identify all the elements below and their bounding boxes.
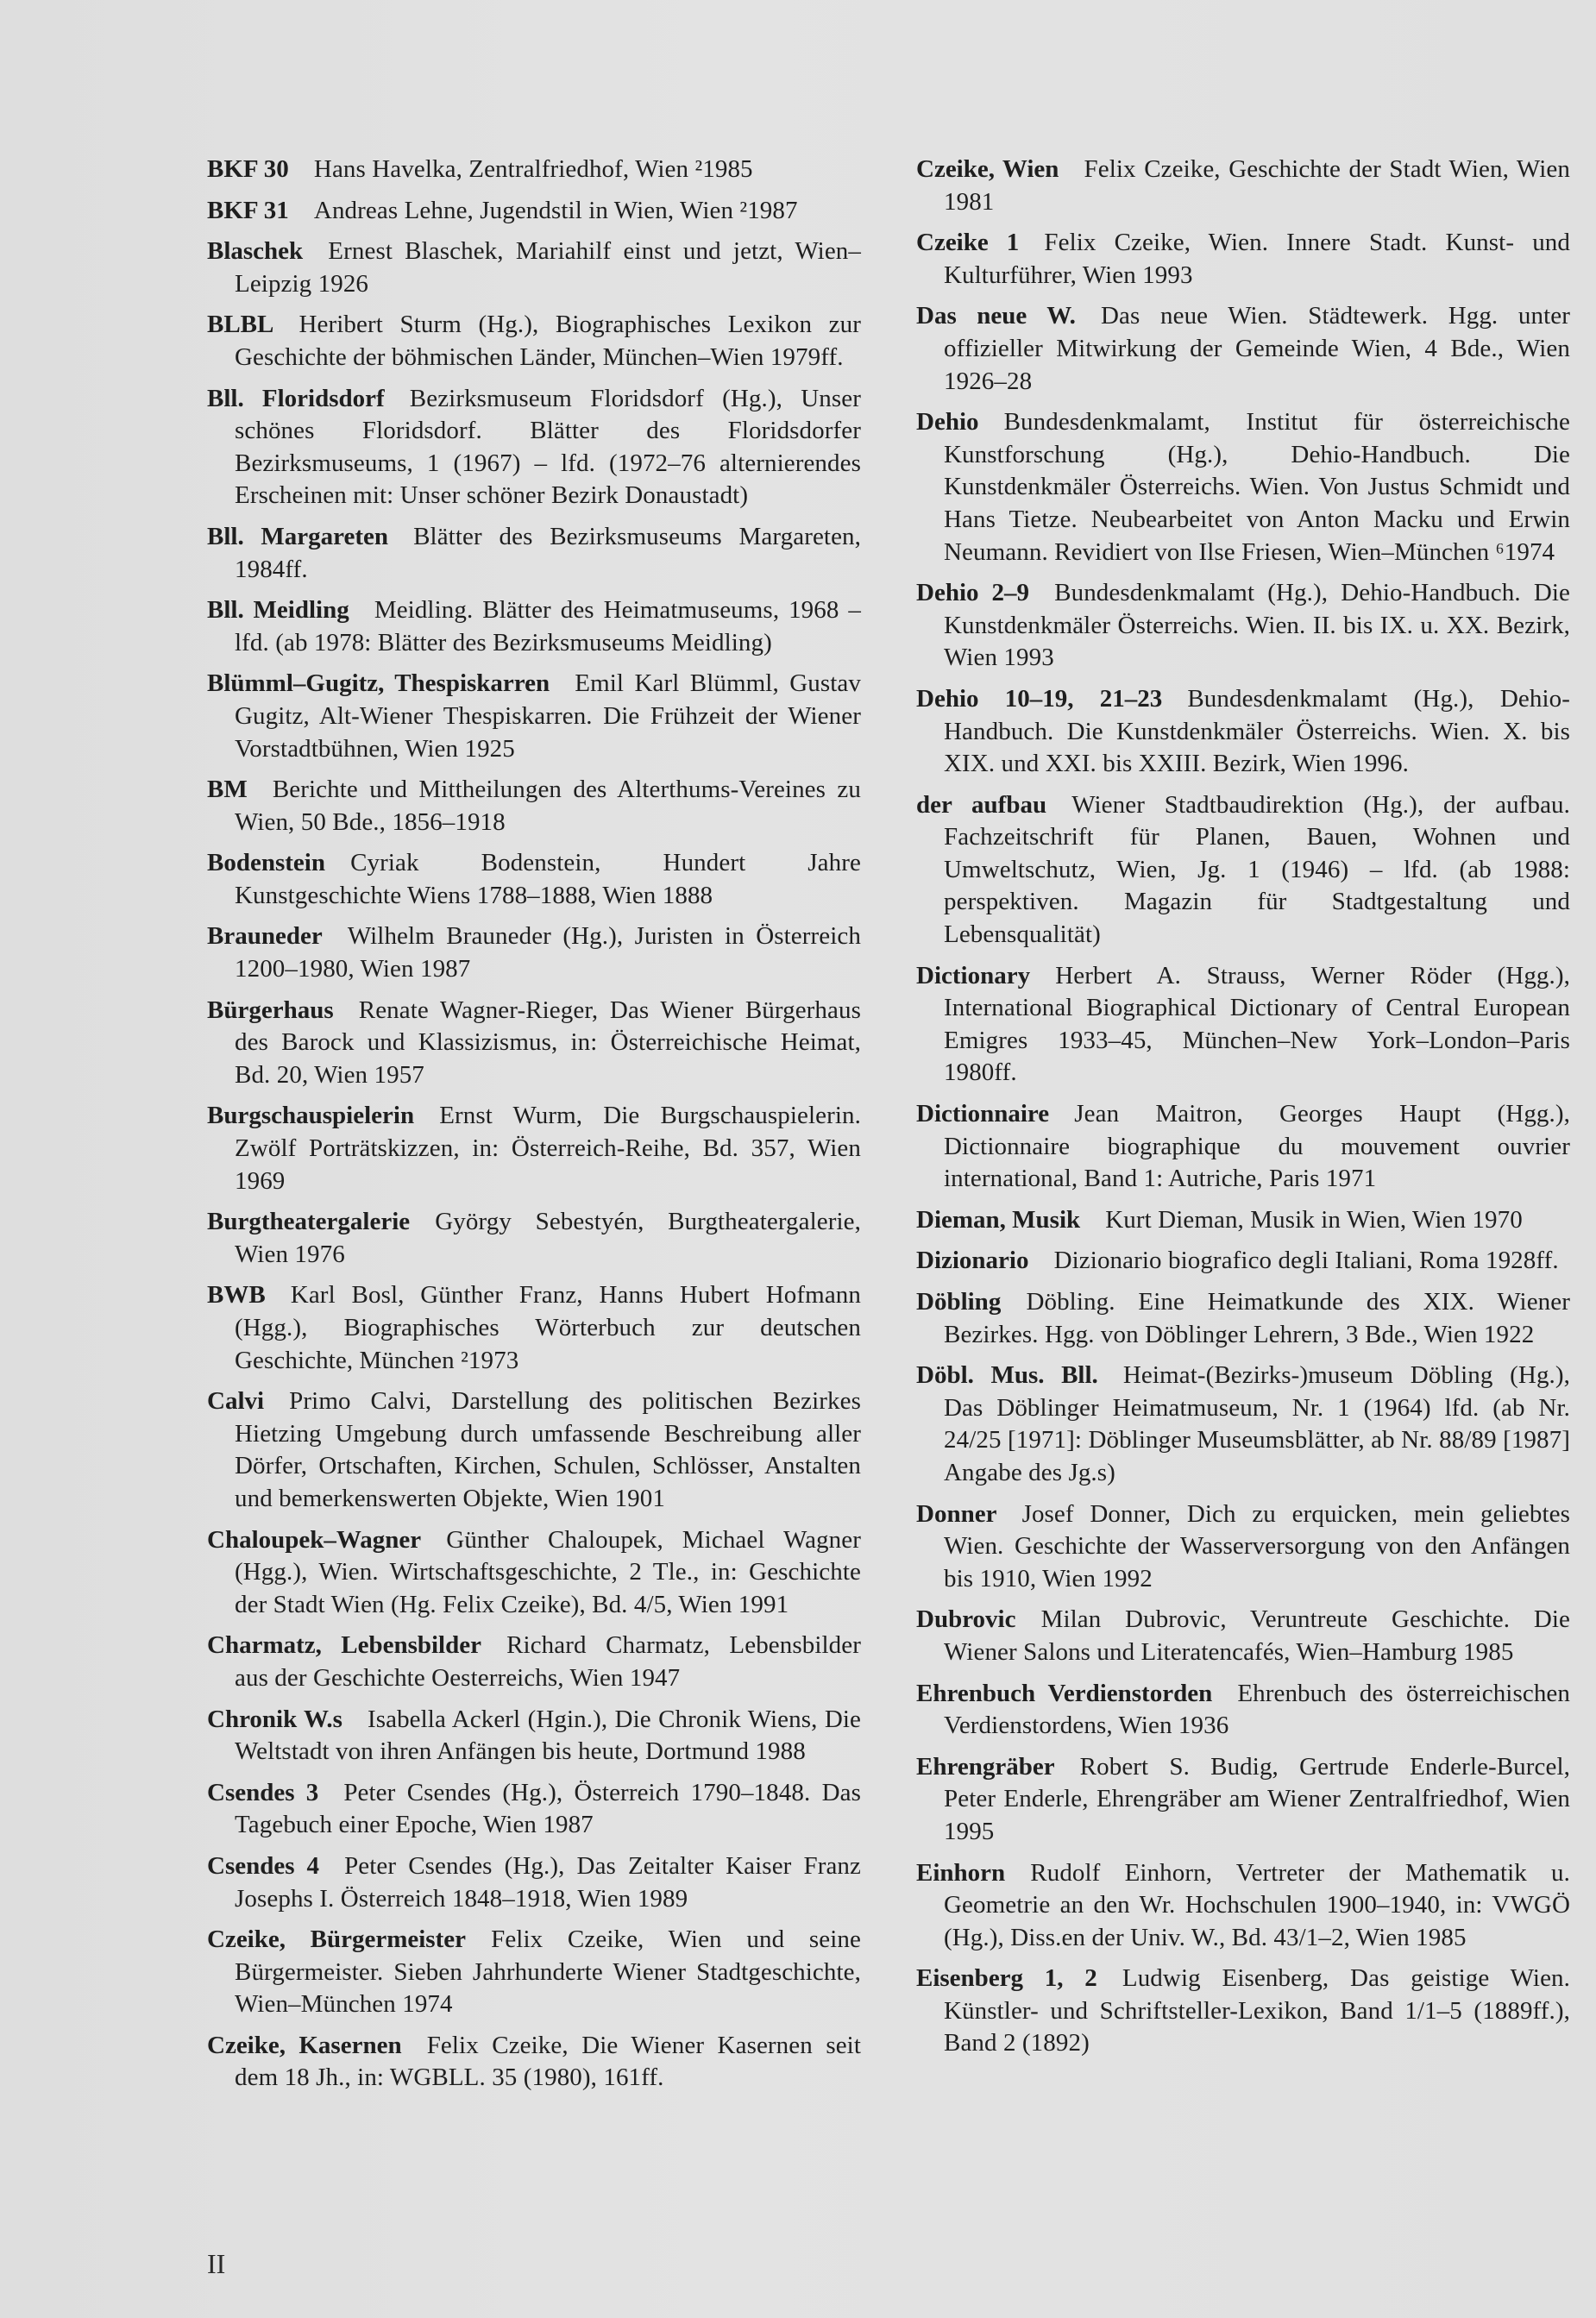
- entry-reference: Karl Bosl, Günther Franz, Hanns Hubert Hofmann (Hgg.), Biographisches Wörterbuch zur deutschen Geschichte, München ²1973: [235, 1281, 861, 1374]
- bibliography-entry: [916, 1286, 1570, 1351]
- entry-reference: Döbling. Eine Heimatkunde des XIX. Wiener Bezirkes. Hgg. von Döblinger Lehrern, 3 Bde., Wien 1922: [944, 1288, 1570, 1348]
- bibliography-entry: [207, 521, 861, 586]
- bibliography-entry: [207, 309, 861, 374]
- entry-abbreviation: Dieman, Musik: [916, 1205, 1081, 1234]
- bibliography-entry: [916, 1604, 1570, 1668]
- entry-reference: Jean Maitron, Georges Haupt (Hgg.), Dictionnaire biographique du mouvement ouvrier international, Band 1: Autriche, Paris 1971: [944, 1100, 1570, 1193]
- entry-abbreviation: Das neue W.: [916, 302, 1076, 330]
- entry-reference: Josef Donner, Dich zu erquicken, mein geliebtes Wien. Geschichte der Wasserversorgung von den Anfängen bis 1910, Wien 1992: [944, 1499, 1570, 1592]
- entry-reference: György Sebestyén, Burgtheatergalerie, Wien 1976: [235, 1208, 861, 1268]
- entry-abbreviation: Donner: [916, 1499, 997, 1528]
- entry-reference: Kurt Dieman, Musik in Wien, Wien 1970: [1105, 1205, 1523, 1234]
- bibliography-entry: [207, 2030, 861, 2095]
- entry-reference: Felix Czeike, Geschichte der Stadt Wien, Wien 1981: [944, 155, 1570, 216]
- entry-reference: Cyriak Bodenstein, Hundert Jahre Kunstgeschichte Wiens 1788–1888, Wien 1888: [235, 849, 861, 909]
- entry-abbreviation: Blümml–Gugitz, Thespiskarren: [207, 669, 550, 698]
- bibliography-entry: [207, 1630, 861, 1694]
- entry-reference: Felix Czeike, Wien. Innere Stadt. Kunst- und Kulturführer, Wien 1993: [944, 229, 1570, 289]
- bibliography-entry: [207, 995, 861, 1092]
- entry-abbreviation: BLBL: [207, 311, 274, 339]
- right-column: [916, 154, 1570, 2069]
- bibliography-entry: [207, 920, 861, 985]
- entry-reference: Bundesdenkmalamt (Hg.), Dehio-Handbuch. Die Kunstdenkmäler Österreichs. Wien. X. bis XIX. und XXI. bis XXIII. Bezirk, Wien 1996.: [944, 684, 1570, 778]
- bibliography-entry: [207, 195, 861, 228]
- bibliography-entry: [207, 1279, 861, 1377]
- bibliography-entry: [207, 1524, 861, 1622]
- entry-abbreviation: Bll. Floridsdorf: [207, 384, 385, 412]
- entry-abbreviation: der aufbau: [916, 790, 1047, 819]
- bibliography-entry: [207, 774, 861, 839]
- entry-abbreviation: Czeike, Kasernen: [207, 2031, 402, 2059]
- bibliography-entry: [207, 154, 861, 186]
- entry-abbreviation: Bll. Margareten: [207, 522, 388, 550]
- entry-abbreviation: Dubrovic: [916, 1605, 1016, 1634]
- bibliography-entry: [207, 1206, 861, 1271]
- entry-reference: Herbert A. Strauss, Werner Röder (Hgg.), International Biographical Dictionary of Central European Emigres 1933–45, München–New York–London–Paris 1980ff.: [944, 961, 1570, 1087]
- entry-reference: Günther Chaloupek, Michael Wagner (Hgg.), Wien. Wirtschaftsgeschichte, 2 Tle., in: Geschichte der Stadt Wien (Hg. Felix Czeike), Bd. 4/5, Wien 1991: [235, 1525, 861, 1618]
- bibliography-entry: [916, 683, 1570, 781]
- entry-abbreviation: Bürgerhaus: [207, 996, 334, 1024]
- bibliography-entry: [207, 236, 861, 300]
- entry-abbreviation: Ehrenbuch Verdienstorden: [916, 1679, 1213, 1707]
- entry-reference: Ernst Wurm, Die Burgschauspielerin. Zwölf Porträtskizzen, in: Österreich-Reihe, Bd. 357, Wien 1969: [235, 1102, 861, 1195]
- entry-abbreviation: Dehio 10–19, 21–23: [916, 684, 1163, 713]
- entry-abbreviation: Charmatz, Lebensbilder: [207, 1631, 481, 1660]
- entry-abbreviation: Burgtheatergalerie: [207, 1208, 411, 1236]
- bibliography-entry: [916, 1204, 1570, 1237]
- bibliography-entry: [916, 960, 1570, 1090]
- bibliography-entry: [916, 789, 1570, 952]
- entry-abbreviation: Csendes 3: [207, 1778, 319, 1806]
- entry-abbreviation: Chronik W.s: [207, 1705, 342, 1733]
- entry-abbreviation: Bll. Meidling: [207, 596, 349, 625]
- bibliography-entry: [916, 406, 1570, 569]
- entry-reference: Milan Dubrovic, Veruntreute Geschichte. Die Wiener Salons und Literatencafés, Wien–Hamburg 1985: [944, 1605, 1570, 1666]
- entry-abbreviation: Eisenberg 1, 2: [916, 1964, 1097, 1993]
- entry-abbreviation: Chaloupek–Wagner: [207, 1525, 422, 1554]
- entry-reference: Ludwig Eisenberg, Das geistige Wien. Künstler- und Schriftsteller-Lexikon, Band 1/1–5 (1889ff.), Band 2 (1892): [944, 1964, 1570, 2057]
- entry-reference: Hans Havelka, Zentralfriedhof, Wien ²1985: [313, 155, 753, 183]
- entry-abbreviation: Brauneder: [207, 922, 323, 951]
- entry-reference: Felix Czeike, Die Wiener Kasernen seit dem 18 Jh., in: WGBLL. 35 (1980), 161ff.: [235, 2031, 861, 2092]
- bibliography-entry: [916, 1857, 1570, 1955]
- page-number: II: [207, 2248, 226, 2279]
- entry-reference: Dizionario biografico degli Italiani, Roma 1928ff.: [1053, 1247, 1559, 1275]
- bibliography-entry: [207, 1100, 861, 1197]
- entry-reference: Bundesdenkmalamt (Hg.), Dehio-Handbuch. Die Kunstdenkmäler Österreichs. Wien. II. bis IX. u. XX. Bezirk, Wien 1993: [944, 579, 1570, 672]
- entry-reference: Heribert Sturm (Hg.), Biographisches Lexikon zur Geschichte der böhmischen Länder, München–Wien 1979ff.: [235, 311, 861, 371]
- entry-abbreviation: Ehrengräber: [916, 1752, 1055, 1781]
- entry-reference: Blätter des Bezirksmuseums Margareten, 1984ff.: [235, 522, 861, 583]
- entry-reference: Robert S. Budig, Gertrude Enderle-Burcel, Peter Enderle, Ehrengräber am Wiener Zentralfriedhof, Wien 1995: [944, 1752, 1570, 1845]
- bibliography-entry: [916, 300, 1570, 398]
- entry-reference: Renate Wagner-Rieger, Das Wiener Bürgerhaus des Barock und Klassizismus, in: Österreichische Heimat, Bd. 20, Wien 1957: [235, 996, 861, 1089]
- entry-abbreviation: Dehio 2–9: [916, 579, 1030, 607]
- entry-reference: Meidling. Blätter des Heimatmuseums, 1968 – lfd. (ab 1978: Blätter des Bezirksmuseums Meidling): [235, 596, 861, 656]
- entry-reference: Wiener Stadtbaudirektion (Hg.), der aufbau. Fachzeitschrift für Planen, Bauen, Wohnen und Umweltschutz, Wien, Jg. 1 (1946) – lfd. (ab 1988: perspektiven. Magazin für Stadtgestaltung und Lebensqualität): [944, 790, 1571, 949]
- bibliography-entry: [916, 1751, 1570, 1849]
- entry-abbreviation: Dictionnaire: [916, 1100, 1050, 1128]
- entry-reference: Isabella Ackerl (Hgin.), Die Chronik Wiens, Die Weltstadt von ihren Anfängen bis heute, Dortmund 1988: [235, 1705, 861, 1766]
- entry-abbreviation: Czeike, Bürgermeister: [207, 1925, 466, 1954]
- bibliography-entry: [916, 1498, 1570, 1596]
- bibliography-entry: [207, 1385, 861, 1515]
- entry-abbreviation: BWB: [207, 1281, 266, 1310]
- left-column: [207, 154, 861, 2103]
- entry-abbreviation: Burgschauspielerin: [207, 1102, 415, 1130]
- entry-abbreviation: Dehio: [916, 408, 979, 437]
- entry-abbreviation: BKF 31: [207, 196, 289, 224]
- entry-reference: Ehrenbuch des österreichischen Verdienstordens, Wien 1936: [944, 1679, 1570, 1740]
- bibliography-entry: [916, 577, 1570, 675]
- entry-abbreviation: Calvi: [207, 1387, 265, 1416]
- bibliography-entry: [207, 1850, 861, 1915]
- bibliography-entry: [207, 383, 861, 512]
- entry-reference: Berichte und Mittheilungen des Alterthums-Vereines zu Wien, 50 Bde., 1856–1918: [235, 776, 861, 836]
- entry-reference: Heimat-(Bezirks-)museum Döbling (Hg.), Das Döblinger Heimatmuseum, Nr. 1 (1964) lfd. (ab Nr. 24/25 [1971]: Döblinger Museumsblätter, ab Nr. 88/89 [1987] Angabe des Jg.s): [944, 1361, 1570, 1486]
- entry-reference: Peter Csendes (Hg.), Das Zeitalter Kaiser Franz Josephs I. Österreich 1848–1918, Wien 1989: [235, 1851, 861, 1913]
- bibliography-entry: [207, 1704, 861, 1768]
- entry-reference: Peter Csendes (Hg.), Österreich 1790–1848. Das Tagebuch einer Epoche, Wien 1987: [235, 1778, 862, 1839]
- bibliography-entry: [207, 1924, 861, 2021]
- entry-reference: Das neue Wien. Städtewerk. Hgg. unter offizieller Mitwirkung der Gemeinde Wien, 4 Bde., Wien 1926–28: [944, 302, 1570, 395]
- entry-reference: Bezirksmuseum Floridsdorf (Hg.), Unser schönes Floridsdorf. Blätter des Floridsdorfer Bezirksmuseums, 1 (1967) – lfd. (1972–76 alternierendes Erscheinen mit: Unser schöner Bezirk Donaustadt): [235, 384, 862, 510]
- entry-reference: Andreas Lehne, Jugendstil in Wien, Wien ²1987: [313, 196, 798, 224]
- bibliography-entry: [916, 1963, 1570, 2060]
- entry-reference: Ernest Blaschek, Mariahilf einst und jetzt, Wien–Leipzig 1926: [235, 237, 861, 298]
- entry-abbreviation: Blaschek: [207, 237, 304, 266]
- entry-abbreviation: Dizionario: [916, 1247, 1029, 1275]
- entry-abbreviation: Czeike 1: [916, 229, 1020, 257]
- bibliography-entry: [916, 154, 1570, 218]
- bibliography-entry: [916, 227, 1570, 292]
- entry-abbreviation: Döbl. Mus. Bll.: [916, 1361, 1098, 1390]
- bibliography-entry: [207, 1777, 861, 1842]
- bibliography-entry: [916, 1678, 1570, 1743]
- entry-reference: Emil Karl Blümml, Gustav Gugitz, Alt-Wiener Thespiskarren. Die Frühzeit der Wiener Vorstadtbühnen, Wien 1925: [235, 669, 861, 763]
- entry-reference: Primo Calvi, Darstellung des politischen Bezirkes Hietzing Umgebung durch umfassende Beschreibung aller Dörfer, Ortschaften, Kirchen, Schulen, Schlösser, Anstalten und bemerkenswerten Objekte, Wien 1901: [235, 1387, 861, 1512]
- bibliography-entry: [916, 1245, 1570, 1278]
- entry-abbreviation: Czeike, Wien: [916, 155, 1059, 183]
- entry-abbreviation: Döbling: [916, 1288, 1002, 1316]
- entry-abbreviation: Csendes 4: [207, 1851, 319, 1880]
- entry-reference: Bundesdenkmalamt, Institut für österreichische Kunstforschung (Hg.), Dehio-Handbuch. Die Kunstdenkmäler Österreichs. Wien. Von Justus Schmidt und Hans Tietze. Neubearbeitet von Anton Macku und Erwin Neumann. Revidiert von Ilse Friesen, Wien–München ⁶1974: [944, 408, 1570, 566]
- entry-abbreviation: BM: [207, 776, 248, 804]
- bibliography-entry: [916, 1360, 1570, 1489]
- bibliography-entry: [207, 594, 861, 659]
- bibliography-entry: [207, 847, 861, 912]
- entry-abbreviation: Dictionary: [916, 961, 1031, 989]
- entry-reference: Rudolf Einhorn, Vertreter der Mathematik u. Geometrie an den Wr. Hochschulen 1900–1940, in: VWGÖ (Hg.), Diss.en der Univ. W., Bd. 43/1–2, Wien 1985: [944, 1858, 1570, 1951]
- bibliography-entry: [916, 1098, 1570, 1196]
- entry-reference: Felix Czeike, Wien und seine Bürgermeister. Sieben Jahrhunderte Wiener Stadtgeschichte, Wien–München 1974: [235, 1925, 861, 2019]
- bibliography-entry: [207, 668, 861, 765]
- entry-abbreviation: Bodenstein: [207, 849, 325, 877]
- entry-reference: Wilhelm Brauneder (Hg.), Juristen in Österreich 1200–1980, Wien 1987: [235, 922, 861, 983]
- entry-reference: Richard Charmatz, Lebensbilder aus der Geschichte Oesterreichs, Wien 1947: [235, 1631, 862, 1692]
- entry-abbreviation: Einhorn: [916, 1858, 1006, 1887]
- entry-abbreviation: BKF 30: [207, 155, 289, 183]
